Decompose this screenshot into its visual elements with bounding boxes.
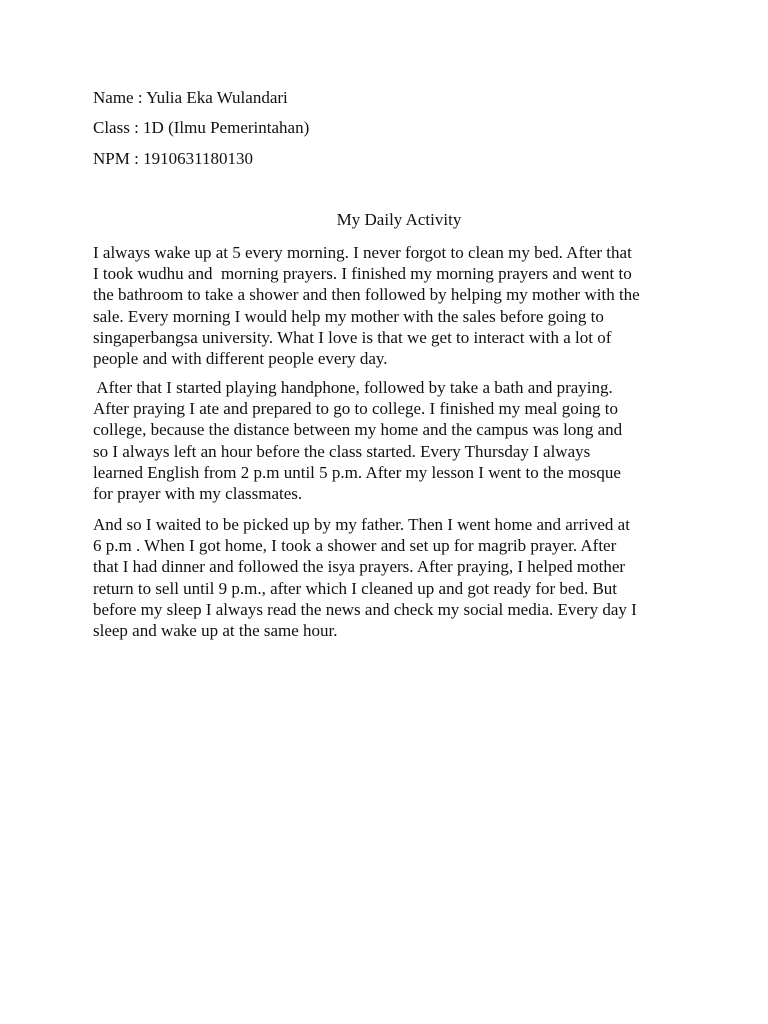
student-npm: NPM : 1910631180130 — [93, 149, 253, 168]
paragraph-3 — [93, 514, 693, 641]
paragraph-line: sale. Every morning I would help my mother with the sales before going to — [93, 306, 604, 326]
paragraph-line: so I always left an hour before the class started. Every Thursday I always — [93, 441, 591, 461]
paragraph-line: After that I started playing handphone, followed by take a bath and praying. — [93, 378, 613, 397]
paragraph-2 — [93, 377, 693, 504]
paragraph-line: return to sell until 9 p.m., after which I cleaned up and got ready for bed. But — [93, 578, 618, 598]
paragraph-line: And so I waited to be picked up by my father. Then I went home and arrived at — [93, 515, 630, 534]
paragraph-line: After praying I ate and prepared to go to college. I finished my meal going to — [93, 399, 618, 419]
document-title: My Daily Activity — [336, 210, 462, 229]
paragraph-line: singaperbangsa university. What I love is that we get to interact with a lot of — [93, 327, 612, 347]
paragraph-line: I took wudhu and morning prayers. I finished my morning prayers and went to — [93, 264, 632, 284]
paragraph-line: before my sleep I always read the news and check my social media. Every day I — [93, 599, 637, 619]
student-class: Class : 1D (Ilmu Pemerintahan) — [93, 118, 310, 137]
paragraph-line: the bathroom to take a shower and then followed by helping my mother with the — [93, 285, 640, 305]
student-name: Name : Yulia Eka Wulandari — [93, 88, 288, 107]
paragraph-line: people and with different people every day. — [93, 349, 388, 369]
paragraph-line: learned English from 2 p.m until 5 p.m. After my lesson I went to the mosque — [93, 462, 621, 482]
paragraph-line: that I had dinner and followed the isya prayers. After praying, I helped mother — [93, 557, 626, 577]
paragraph-1 — [93, 242, 693, 369]
paragraph-line: for prayer with my classmates. — [93, 484, 303, 504]
paragraph-line: sleep and wake up at the same hour. — [93, 621, 338, 641]
paragraph-line: I always wake up at 5 every morning. I never forgot to clean my bed. After that — [93, 243, 632, 262]
paragraph-line: college, because the distance between my home and the campus was long and — [93, 420, 623, 440]
paragraph-line: 6 p.m . When I got home, I took a shower and set up for magrib prayer. After — [93, 536, 617, 556]
